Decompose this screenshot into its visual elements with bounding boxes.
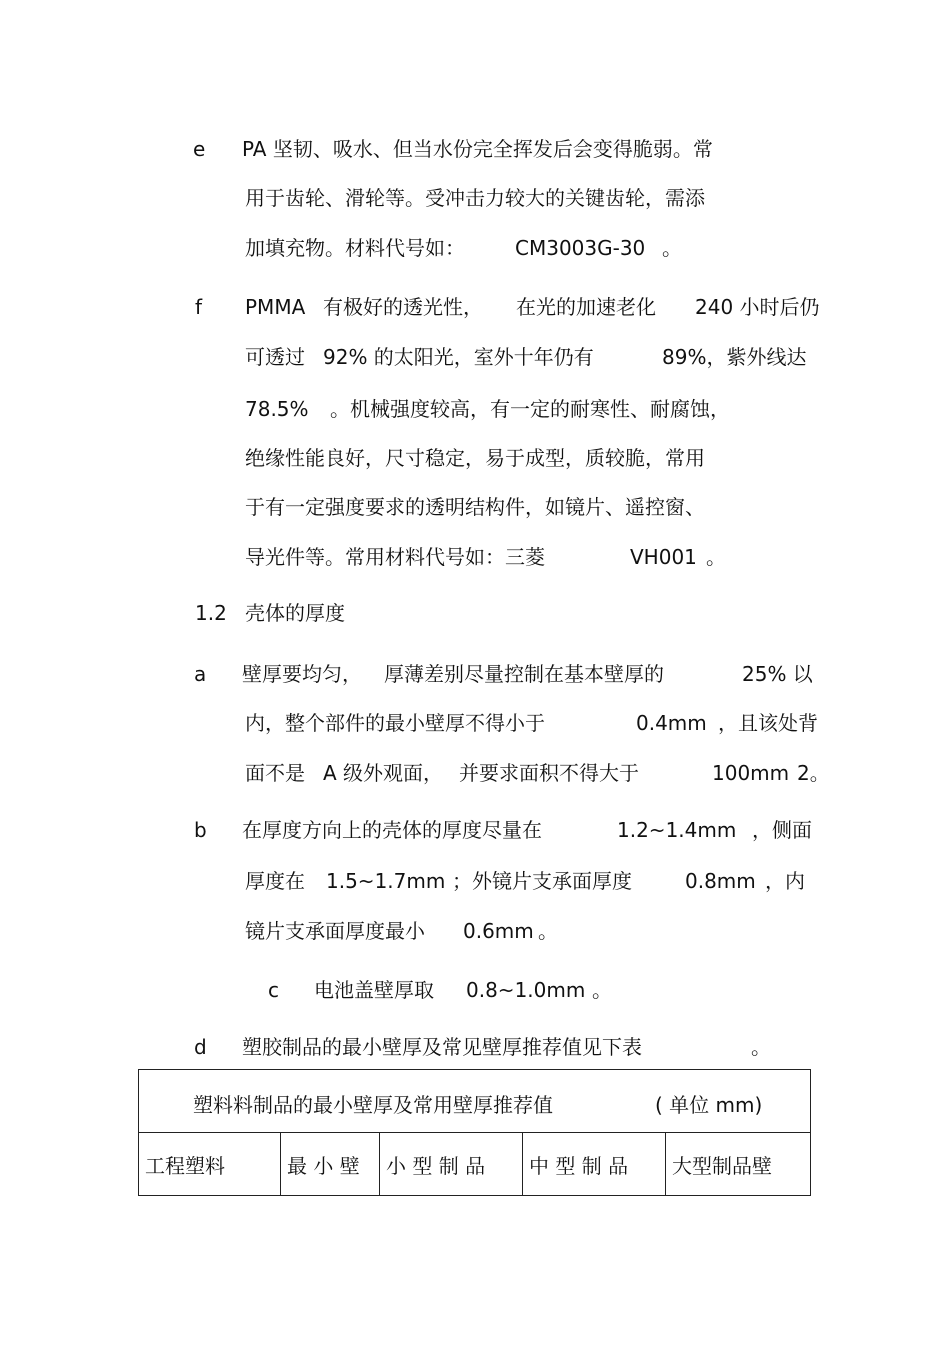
paragraph-text: 在厚度方向上的壳体的厚度尽量在 bbox=[242, 818, 542, 842]
paragraph-text: 在光的加速老化 bbox=[516, 295, 656, 319]
paragraph-text: 有极好的透光性， bbox=[323, 295, 483, 319]
paragraph-text: 电池盖壁厚取 bbox=[314, 978, 434, 1002]
paragraph-text: 1.2~1.4mm bbox=[617, 818, 737, 842]
section-number: 1.2 bbox=[195, 601, 227, 625]
table-caption-cell bbox=[139, 1070, 811, 1133]
punctuation: 。 bbox=[706, 545, 726, 569]
item-marker-d: d bbox=[194, 1035, 207, 1059]
paragraph-text: 78.5% bbox=[245, 397, 309, 421]
paragraph-text: 0.8~1.0mm bbox=[466, 978, 586, 1002]
paragraph-text: A 级外观面， bbox=[323, 761, 444, 785]
table-header-cell: 最 小 壁 bbox=[281, 1133, 380, 1196]
paragraph-text: 可透过 bbox=[245, 345, 305, 369]
material-code: VH001 bbox=[630, 545, 697, 569]
paragraph-text: 2。 bbox=[797, 761, 830, 785]
paragraph-text: 240 小时后仍 bbox=[695, 295, 820, 319]
paragraph-text: 塑胶制品的最小壁厚及常见壁厚推荐值见下表 bbox=[242, 1035, 642, 1059]
paragraph-line: 绝缘性能良好，尺寸稳定，易于成型，质较脆，常用 bbox=[245, 446, 705, 470]
paragraph-text: 92% 的太阳光，室外十年仍有 bbox=[323, 345, 594, 369]
paragraph-text: ；外镜片支承面厚度 bbox=[452, 869, 632, 893]
paragraph-text: 89%，紫外线达 bbox=[662, 345, 807, 369]
paragraph-text: 0.4mm bbox=[636, 711, 707, 735]
punctuation: 。 bbox=[662, 236, 682, 260]
wall-thickness-table bbox=[138, 1069, 811, 1196]
paragraph-text: ，内 bbox=[765, 869, 805, 893]
paragraph-text: 镜片支承面厚度最小 bbox=[245, 919, 425, 943]
item-marker-c: c bbox=[268, 978, 279, 1002]
paragraph-text: 导光件等。常用材料代号如：三菱 bbox=[245, 545, 545, 569]
table-caption: 塑料料制品的最小壁厚及常用壁厚推荐值 bbox=[193, 1093, 553, 1117]
item-marker-a: a bbox=[194, 662, 207, 686]
item-marker-e: e bbox=[193, 137, 206, 161]
paragraph-line: 用于齿轮、滑轮等。受冲击力较大的关键齿轮，需添 bbox=[245, 186, 705, 210]
item-marker-f: f bbox=[195, 295, 203, 319]
paragraph-text: 并要求面积不得大于 bbox=[459, 761, 639, 785]
paragraph-line: 于有一定强度要求的透明结构件，如镜片、遥控窗、 bbox=[245, 495, 705, 519]
paragraph-text: ，且该处背 bbox=[718, 711, 818, 735]
paragraph-text: 厚薄差别尽量控制在基本壁厚的 bbox=[384, 662, 664, 686]
paragraph-text: PMMA bbox=[245, 295, 306, 319]
item-marker-b: b bbox=[194, 818, 207, 842]
paragraph-line: PA 坚韧、吸水、但当水份完全挥发后会变得脆弱。常 bbox=[242, 137, 713, 161]
paragraph-text: 100mm bbox=[712, 761, 790, 785]
table-header-cell: 中 型 制 品 bbox=[523, 1133, 666, 1196]
table-caption-row bbox=[139, 1070, 811, 1133]
paragraph-text: 25% 以 bbox=[742, 662, 813, 686]
paragraph-text: 1.5~1.7mm bbox=[326, 869, 446, 893]
paragraph-text: 0.6mm bbox=[463, 919, 534, 943]
table-header-cell: 工程塑料 bbox=[139, 1133, 281, 1196]
paragraph-text: 厚度在 bbox=[245, 869, 305, 893]
material-code: CM3003G-30 bbox=[515, 236, 646, 260]
section-heading: 壳体的厚度 bbox=[245, 601, 345, 625]
punctuation: 。 bbox=[592, 978, 612, 1002]
table-header-cell: 小 型 制 品 bbox=[380, 1133, 523, 1196]
table-header-cell: 大型制品壁 bbox=[666, 1133, 811, 1196]
paragraph-text: ，侧面 bbox=[752, 818, 812, 842]
paragraph-text: 面不是 bbox=[245, 761, 305, 785]
paragraph-text: 。 bbox=[538, 919, 558, 943]
paragraph-text: 。机械强度较高，有一定的耐寒性、耐腐蚀， bbox=[330, 397, 730, 421]
table-unit: ( 单位 mm) bbox=[655, 1093, 763, 1117]
paragraph-text: 壁厚要均匀， bbox=[242, 662, 362, 686]
paragraph-line: 加填充物。材料代号如： bbox=[245, 236, 465, 260]
paragraph-text: 0.8mm bbox=[685, 869, 756, 893]
table-header-row bbox=[139, 1133, 811, 1196]
paragraph-text: 内，整个部件的最小壁厚不得小于 bbox=[245, 711, 545, 735]
punctuation: 。 bbox=[751, 1035, 771, 1059]
